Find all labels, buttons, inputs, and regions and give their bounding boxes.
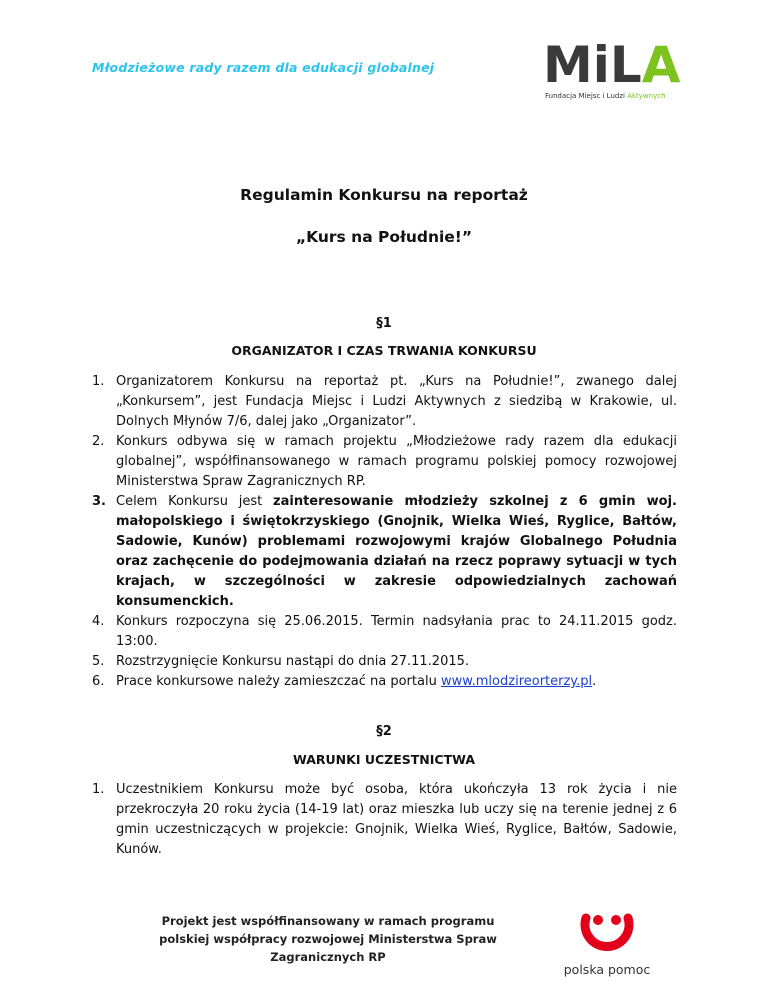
section2-heading: WARUNKI UCZESTNICTWA: [293, 752, 475, 767]
list-item-number: 4.: [92, 614, 105, 629]
list-item-text: Rozstrzygnięcie Konkursu nastąpi do dnia 27.11.2015.: [116, 654, 470, 669]
mila-logo-subtitle: [545, 92, 666, 100]
section1-heading: ORGANIZATOR I CZAS TRWANIA KONKURSU: [231, 343, 537, 358]
mila-logo-letters: [543, 36, 681, 94]
list-item: [92, 492, 677, 612]
list-item-text: Uczestnikiem Konkursu może być osoba, która ukończyła 13 rok życia i nie przekroczyła 20 roku życia (14-19 lat) oraz mieszka lub uczy się na terenie jednej z 6 gmin uczestniczących w projekcie: Gnojnik, Wielka Wieś, Ryglice, Bałtów, Sadowie, Kunów.: [116, 782, 677, 857]
list-item-number: 2.: [92, 434, 105, 449]
polska-pomoc-label: polska pomoc: [563, 962, 651, 977]
footer-text: [118, 912, 538, 966]
mila-subtitle-main: Fundacja Miejsc i Ludzi: [545, 92, 628, 100]
mila-letter-l: L: [609, 36, 642, 94]
list-item-number: 5.: [92, 654, 105, 669]
mila-subtitle-accent: Aktywnych: [627, 92, 666, 100]
list-item: [92, 672, 677, 692]
list-item-number: 6.: [92, 674, 105, 689]
list-item: [92, 780, 677, 860]
list-item-text-end: .: [592, 674, 597, 689]
section2-list: [92, 780, 677, 860]
polska-pomoc-icon: [562, 900, 652, 960]
list-item: [92, 432, 677, 492]
list-item: [92, 372, 677, 432]
section1-number: §1: [376, 316, 392, 331]
section1-list: [92, 372, 677, 692]
document-subtitle: „Kurs na Południe!”: [295, 228, 473, 246]
list-item-text: Konkurs rozpoczyna się 25.06.2015. Termin nadsyłania prac to 24.11.2015 godz. 13:00.: [116, 614, 677, 649]
list-item-number: 1.: [92, 374, 105, 389]
mila-logo: [543, 36, 693, 104]
list-item-number: 3.: [92, 494, 106, 509]
polska-pomoc-logo: [562, 900, 652, 980]
mila-letter-i: i: [592, 36, 610, 94]
list-item-text: Celem Konkursu jest: [116, 494, 274, 509]
list-item-text: Organizatorem Konkursu na reportaż pt. „Kurs na Południe!”, zwanego dalej „Konkursem”, jest Fundacja Miejsc i Ludzi Aktywnych z siedzibą w Krakowie, ul. Dolnych Młynów 7/6, dalej jako „Organizator”.: [116, 374, 677, 429]
section2-number: §2: [376, 724, 392, 739]
mila-letter-a: A: [641, 36, 681, 94]
list-item-text: Prace konkursowe należy zamieszczać na portalu: [116, 674, 441, 689]
list-item: [92, 652, 677, 672]
footer-line-1: Projekt jest współfinansowany w ramach programu: [161, 914, 495, 928]
header-tagline: Młodzieżowe rady razem dla edukacji globalnej: [92, 60, 435, 75]
document-title: Regulamin Konkursu na reportaż: [240, 186, 528, 204]
list-item-number: 1.: [92, 782, 105, 797]
mila-letter-m: M: [543, 36, 593, 94]
list-item-text-bold: zainteresowanie młodzieży szkolnej z 6 gmin woj. małopolskiego i świętokrzyskiego (Gnojnik, Wielka Wieś, Ryglice, Bałtów, Sadowie, Kunów) problemami rozwojowymi krajów Globalnego Południa oraz zachęcenie do podejmowania działań na rzecz poprawy sytuacji w tych krajach, w szczególności w zakresie odpowiedzialnych zachowań konsumenckich.: [116, 494, 677, 609]
list-item-text: Konkurs odbywa się w ramach projektu „Młodzieżowe rady razem dla edukacji globalnej”, współfinansowanego w ramach programu polskiej pomocy rozwojowej Ministerstwa Spraw Zagranicznych RP.: [116, 434, 677, 489]
portal-link[interactable]: www.mlodzireorterzy.pl: [440, 674, 593, 689]
footer-line-2: polskiej współpracy rozwojowej Ministerstwa Spraw Zagranicznych RP: [159, 932, 497, 964]
list-item: [92, 612, 677, 652]
